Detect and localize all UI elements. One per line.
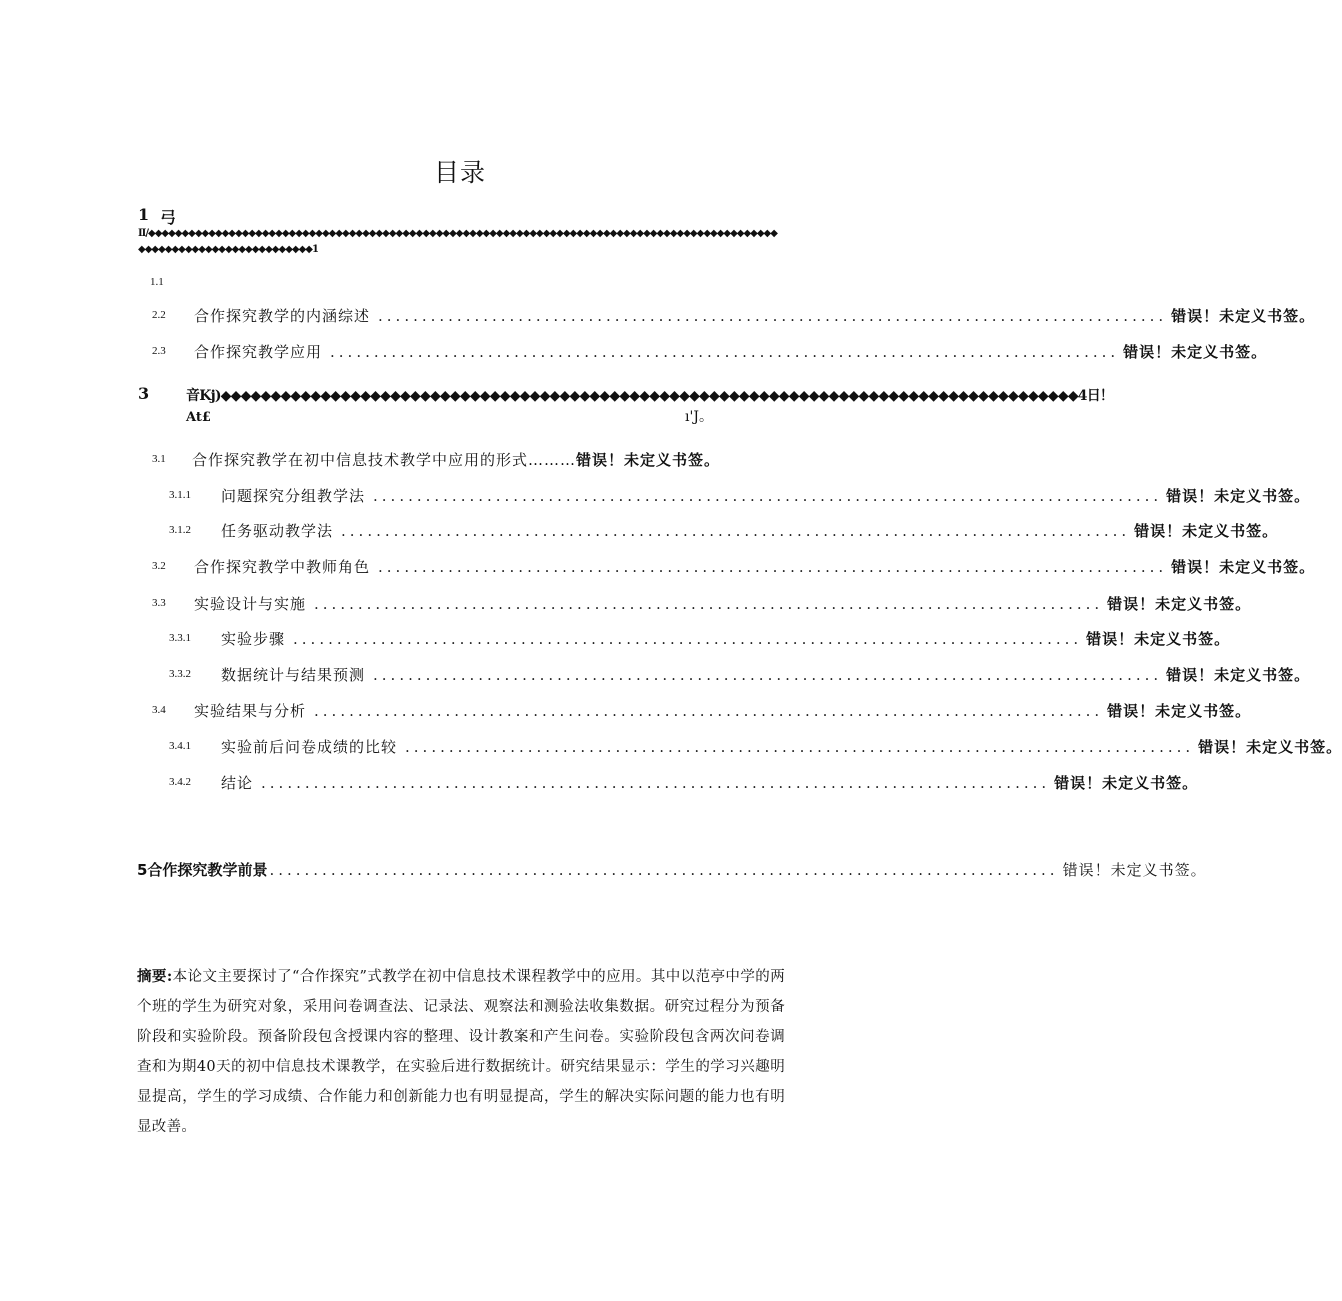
toc-ch3-garbled-page: ı'J。 — [685, 409, 713, 425]
toc-entry-leader: .......................................................................................... — [293, 630, 1083, 648]
toc-ch3-garbled-line: 音Kj)◆◆◆◆◆◆◆◆◆◆◆◆◆◆◆◆◆◆◆◆◆◆◆◆◆◆◆◆◆◆◆◆◆◆◆◆◆◆◆◆◆◆◆◆◆◆◆◆◆◆◆◆◆◆◆◆◆◆◆◆◆◆◆◆◆◆◆◆◆◆◆◆◆◆◆◆◆◆◆◆◆◆◆◆◆◆4日！ — [186, 388, 1114, 404]
toc-entry-title: 合作探究教学应用 — [194, 343, 323, 361]
toc-entry-page: 错误！未定义书签。 — [1166, 487, 1311, 505]
toc-entry-title: 任务驱动教学法 — [221, 522, 334, 540]
toc-entry[interactable] — [221, 664, 1311, 685]
toc-entry-leader: .......................................................................................... — [314, 595, 1104, 613]
toc-entry-leader: .......................................................................................... — [261, 774, 1051, 792]
toc-entry-title: 数据统计与结果预测 — [221, 666, 366, 684]
toc-entry-page: 错误！未定义书签。 — [1054, 774, 1199, 792]
toc-entry[interactable] — [221, 772, 1199, 793]
abstract-paragraph — [137, 962, 785, 1142]
toc-entry-page: 错误！未定义书签。 — [1107, 595, 1252, 613]
toc-entry-leader: .......................................................................................... — [405, 738, 1195, 756]
toc-entry-page: 错误！未定义书签。 — [1166, 666, 1311, 684]
toc-entry-title: 合作探究教学的内涵综述 — [194, 307, 371, 325]
toc-entry-title: 合作探究教学中教师角色 — [194, 558, 371, 576]
toc-entry-number: 3.4 — [152, 704, 166, 716]
toc-entry-number: 2.2 — [152, 309, 166, 321]
toc-entry[interactable] — [221, 736, 1342, 757]
toc-entry[interactable] — [221, 485, 1311, 506]
toc-entry-title: 实验结果与分析 — [194, 702, 307, 720]
toc-ch3-number: 3 — [138, 384, 150, 403]
toc-ch1-number: 1 — [138, 205, 150, 224]
toc-entry[interactable] — [194, 593, 1252, 614]
toc-entry[interactable] — [194, 700, 1252, 721]
toc-entry-title: 实验设计与实施 — [194, 595, 307, 613]
toc-entry-title: 结论 — [221, 774, 254, 792]
toc-ch5-title: 5合作探究教学前景 — [137, 861, 268, 879]
toc-entry-page: 错误！未定义书签。 — [1123, 343, 1268, 361]
toc-entry-page: 错误！未定义书签。 — [1171, 558, 1316, 576]
toc-entry-number: 3.1.2 — [169, 524, 191, 536]
toc-sec-1-1-number: 1.1 — [150, 276, 164, 288]
toc-entry[interactable] — [194, 556, 1316, 577]
toc-entry[interactable] — [194, 305, 1316, 326]
toc-entry-leader: .......................................................................................... — [330, 343, 1120, 361]
toc-entry-title: 问题探究分组教学法 — [221, 487, 366, 505]
toc-entry-number: 3.3.2 — [169, 668, 191, 680]
toc-entry-title: 实验前后问卷成绩的比较 — [221, 738, 398, 756]
toc-entry-leader: .......................................................................................... — [373, 487, 1163, 505]
toc-entry-page: 错误！未定义书签。 — [576, 451, 721, 469]
toc-ch1-title: 弓 — [160, 208, 177, 227]
toc-entry-number: 2.3 — [152, 345, 166, 357]
toc-entry-page: 错误！未定义书签。 — [1107, 702, 1252, 720]
toc-entry-title: 合作探究教学在初中信息技术教学中应用的形式……… — [192, 451, 577, 469]
toc-entry-page: 错误！未定义书签。 — [1134, 522, 1279, 540]
toc-entry-number: 3.3 — [152, 597, 166, 609]
toc-entry-leader: .......................................................................................... — [314, 702, 1104, 720]
toc-entry-page: 错误！未定义书签。 — [1086, 630, 1231, 648]
toc-entry[interactable] — [192, 449, 740, 470]
abstract-label: 摘要: — [137, 968, 173, 985]
toc-entry[interactable] — [194, 341, 1268, 362]
toc-entry[interactable] — [221, 628, 1231, 649]
toc-entry-leader: .......................................................................................... — [378, 307, 1168, 325]
page-title: 目录 — [433, 158, 486, 187]
abstract-body: 本论文主要探讨了“合作探究”式教学在初中信息技术课程教学中的应用。其中以范亭中学的两个班的学生为研究对象，采用问卷调查法、记录法、观察法和测验法收集数据。研究过程分为预备阶段和实验阶段。预备阶段包含授课内容的整理、设计教案和产生问卷。实验阶段包含两次问卷调查和为期40天的初中信息技术课教学，在实验后进行数据统计。研究结果显示：学生的学习兴趣明显提高，学生的学习成绩、合作能力和创新能力也有明显提高，学生的解决实际问题的能力也有明显改善。 — [137, 969, 785, 1135]
toc-entry-number: 3.2 — [152, 560, 166, 572]
toc-entry-page: 错误！未定义书签。 — [1171, 307, 1316, 325]
toc-entry-number: 3.3.1 — [169, 632, 191, 644]
toc-ch5-page: 错误！未定义书签。 — [1062, 861, 1207, 879]
toc-entry-number: 3.4.2 — [169, 776, 191, 788]
toc-ch5-entry[interactable] — [137, 859, 1207, 880]
toc-entry-number: 3.1.1 — [169, 489, 191, 501]
toc-entry-leader: .......................................................................................... — [373, 666, 1163, 684]
toc-entry-page: 错误！未定义书签。 — [1198, 738, 1342, 756]
toc-entry-leader: .......................................................................................... — [378, 558, 1168, 576]
toc-entry-title: 实验步骤 — [221, 630, 286, 648]
toc-entry-number: 3.4.1 — [169, 740, 191, 752]
toc-entry-leader: .......................................................................................... — [341, 522, 1131, 540]
toc-ch1-garbled-leader: II/◆◆◆◆◆◆◆◆◆◆◆◆◆◆◆◆◆◆◆◆◆◆◆◆◆◆◆◆◆◆◆◆◆◆◆◆◆◆◆◆◆◆◆◆◆◆◆◆◆◆◆◆◆◆◆◆◆◆◆◆◆◆◆◆◆◆◆◆◆◆◆◆◆◆◆◆◆◆◆◆◆◆◆◆◆◆◆◆◆◆◆◆◆◆◆◆◆◆◆◆◆◆◆◆◆◆◆◆◆◆◆◆◆◆◆◆◆◆◆◆1 — [138, 228, 777, 255]
toc-ch5-leader: .......................................................................................... — [269, 861, 1059, 879]
toc-ch3-garbled-fragment: At£ — [186, 410, 211, 425]
toc-entry[interactable] — [221, 520, 1279, 541]
toc-entry-number: 3.1 — [152, 453, 166, 465]
